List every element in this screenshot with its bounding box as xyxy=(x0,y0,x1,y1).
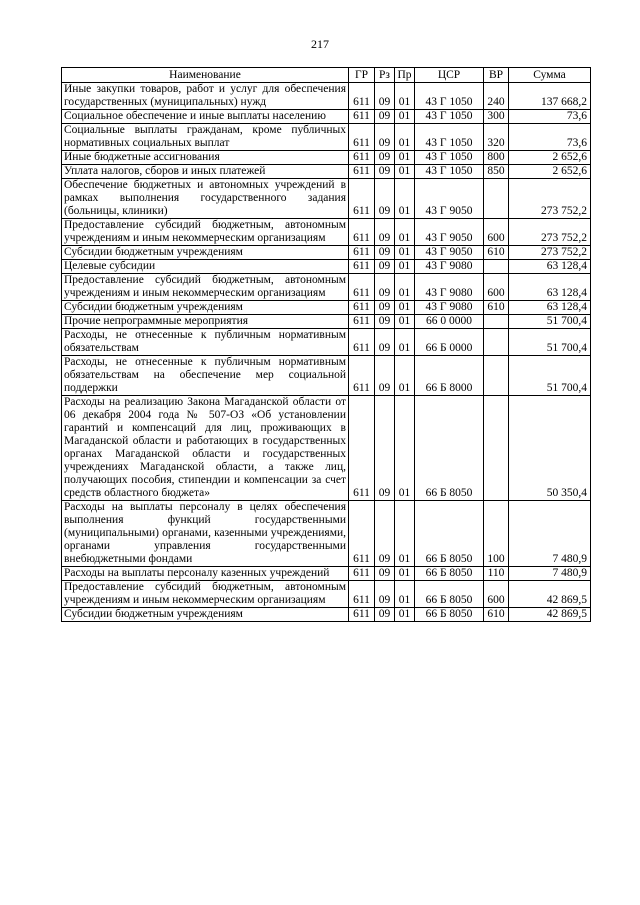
table-row xyxy=(62,219,591,246)
row-gr: 611 xyxy=(349,501,375,567)
row-sum: 273 752,2 xyxy=(509,246,591,260)
row-gr: 611 xyxy=(349,608,375,622)
row-rz: 09 xyxy=(375,151,395,165)
row-sum: 51 700,4 xyxy=(509,356,591,396)
row-rz: 09 xyxy=(375,219,395,246)
row-gr: 611 xyxy=(349,581,375,608)
row-rz: 09 xyxy=(375,581,395,608)
row-pr: 01 xyxy=(395,274,415,301)
table-row xyxy=(62,301,591,315)
row-csr: 66 Б 0000 xyxy=(415,329,484,356)
row-rz: 09 xyxy=(375,274,395,301)
row-name: Расходы на выплаты персоналу в целях обеспечения выполнения функций государственными (муниципальными) органами, казенными учреждениями, органами управления государственными внебюджетными фондами xyxy=(62,501,349,567)
row-vr: 110 xyxy=(484,567,509,581)
row-vr: 800 xyxy=(484,151,509,165)
row-csr: 66 0 0000 xyxy=(415,315,484,329)
row-vr: 610 xyxy=(484,246,509,260)
row-pr: 01 xyxy=(395,581,415,608)
table-row xyxy=(62,356,591,396)
header-name: Наименование xyxy=(62,68,349,83)
row-csr: 43 Г 9080 xyxy=(415,260,484,274)
row-name: Уплата налогов, сборов и иных платежей xyxy=(62,165,349,179)
row-gr: 611 xyxy=(349,274,375,301)
row-name: Прочие непрограммные мероприятия xyxy=(62,315,349,329)
table-row xyxy=(62,274,591,301)
row-pr: 01 xyxy=(395,567,415,581)
row-csr: 43 Г 1050 xyxy=(415,151,484,165)
row-vr xyxy=(484,315,509,329)
table-row xyxy=(62,124,591,151)
row-pr: 01 xyxy=(395,124,415,151)
row-csr: 66 Б 8050 xyxy=(415,396,484,501)
row-name: Расходы, не отнесенные к публичным нормативным обязательствам на обеспечение мер социальной поддержки xyxy=(62,356,349,396)
table-row xyxy=(62,396,591,501)
row-sum: 63 128,4 xyxy=(509,301,591,315)
row-vr: 600 xyxy=(484,219,509,246)
row-csr: 43 Г 1050 xyxy=(415,83,484,110)
row-vr xyxy=(484,260,509,274)
row-pr: 01 xyxy=(395,396,415,501)
row-vr: 300 xyxy=(484,110,509,124)
table-row xyxy=(62,567,591,581)
row-gr: 611 xyxy=(349,329,375,356)
row-sum: 42 869,5 xyxy=(509,608,591,622)
row-vr xyxy=(484,179,509,219)
row-vr: 100 xyxy=(484,501,509,567)
table-row xyxy=(62,179,591,219)
row-vr: 850 xyxy=(484,165,509,179)
row-name: Субсидии бюджетным учреждениям xyxy=(62,301,349,315)
row-sum: 63 128,4 xyxy=(509,274,591,301)
table-row xyxy=(62,260,591,274)
header-vr: ВР xyxy=(484,68,509,83)
row-rz: 09 xyxy=(375,260,395,274)
row-pr: 01 xyxy=(395,501,415,567)
row-name: Предоставление субсидий бюджетным, автономным учреждениям и иным некоммерческим организациям xyxy=(62,581,349,608)
row-sum: 73,6 xyxy=(509,110,591,124)
row-csr: 43 Г 9050 xyxy=(415,179,484,219)
row-csr: 43 Г 9080 xyxy=(415,301,484,315)
row-csr: 66 Б 8050 xyxy=(415,608,484,622)
row-rz: 09 xyxy=(375,83,395,110)
row-csr: 43 Г 1050 xyxy=(415,110,484,124)
row-vr: 600 xyxy=(484,581,509,608)
row-rz: 09 xyxy=(375,124,395,151)
row-rz: 09 xyxy=(375,396,395,501)
table-row xyxy=(62,83,591,110)
row-rz: 09 xyxy=(375,356,395,396)
row-vr: 610 xyxy=(484,608,509,622)
row-csr: 43 Г 9050 xyxy=(415,219,484,246)
header-pr: Пр xyxy=(395,68,415,83)
row-vr xyxy=(484,396,509,501)
row-name: Расходы на выплаты персоналу казенных учреждений xyxy=(62,567,349,581)
row-gr: 611 xyxy=(349,179,375,219)
row-rz: 09 xyxy=(375,301,395,315)
row-sum: 137 668,2 xyxy=(509,83,591,110)
row-rz: 09 xyxy=(375,246,395,260)
row-rz: 09 xyxy=(375,315,395,329)
row-gr: 611 xyxy=(349,567,375,581)
row-sum: 7 480,9 xyxy=(509,567,591,581)
row-vr xyxy=(484,356,509,396)
row-sum: 42 869,5 xyxy=(509,581,591,608)
row-csr: 43 Г 1050 xyxy=(415,124,484,151)
budget-table xyxy=(61,67,591,622)
row-gr: 611 xyxy=(349,219,375,246)
row-pr: 01 xyxy=(395,179,415,219)
table-body xyxy=(62,83,591,622)
table-row xyxy=(62,329,591,356)
row-sum: 2 652,6 xyxy=(509,165,591,179)
row-name: Целевые субсидии xyxy=(62,260,349,274)
row-gr: 611 xyxy=(349,260,375,274)
row-pr: 01 xyxy=(395,329,415,356)
row-pr: 01 xyxy=(395,315,415,329)
row-pr: 01 xyxy=(395,356,415,396)
row-sum: 73,6 xyxy=(509,124,591,151)
header-csr: ЦСР xyxy=(415,68,484,83)
row-pr: 01 xyxy=(395,260,415,274)
row-name: Предоставление субсидий бюджетным, автономным учреждениям и иным некоммерческим организациям xyxy=(62,219,349,246)
row-pr: 01 xyxy=(395,110,415,124)
page-number: 217 xyxy=(311,37,329,51)
row-rz: 09 xyxy=(375,608,395,622)
table-row xyxy=(62,246,591,260)
row-gr: 611 xyxy=(349,356,375,396)
row-rz: 09 xyxy=(375,110,395,124)
row-sum: 7 480,9 xyxy=(509,501,591,567)
row-sum: 63 128,4 xyxy=(509,260,591,274)
row-rz: 09 xyxy=(375,329,395,356)
row-sum: 51 700,4 xyxy=(509,329,591,356)
row-vr: 320 xyxy=(484,124,509,151)
row-name: Иные бюджетные ассигнования xyxy=(62,151,349,165)
header-rz: Рз xyxy=(375,68,395,83)
header-gr: ГР xyxy=(349,68,375,83)
row-gr: 611 xyxy=(349,165,375,179)
row-csr: 43 Г 9080 xyxy=(415,274,484,301)
table-header-row xyxy=(62,68,591,83)
row-gr: 611 xyxy=(349,301,375,315)
table-row xyxy=(62,151,591,165)
row-name: Расходы на реализацию Закона Магаданской области от 06 декабря 2004 года № 507-ОЗ «Об установлении гарантий и компенсаций для лиц, проживающих в Магаданской области и работающих в государственных органах Магаданской области и государственных учреждениях Магаданской области, а также лиц, получающих пособия, стипендии и компенсации за счет средств областного бюджета» xyxy=(62,396,349,501)
row-sum: 273 752,2 xyxy=(509,219,591,246)
row-gr: 611 xyxy=(349,110,375,124)
row-csr: 66 Б 8050 xyxy=(415,581,484,608)
row-name: Субсидии бюджетным учреждениям xyxy=(62,246,349,260)
row-pr: 01 xyxy=(395,219,415,246)
row-csr: 43 Г 1050 xyxy=(415,165,484,179)
row-rz: 09 xyxy=(375,179,395,219)
row-sum: 50 350,4 xyxy=(509,396,591,501)
row-name: Социальные выплаты гражданам, кроме публичных нормативных социальных выплат xyxy=(62,124,349,151)
row-gr: 611 xyxy=(349,151,375,165)
row-rz: 09 xyxy=(375,501,395,567)
row-vr: 610 xyxy=(484,301,509,315)
row-pr: 01 xyxy=(395,165,415,179)
row-name: Обеспечение бюджетных и автономных учреждений в рамках выполнения государственного задания (больницы, клиники) xyxy=(62,179,349,219)
table-row xyxy=(62,581,591,608)
row-sum: 2 652,6 xyxy=(509,151,591,165)
row-name: Субсидии бюджетным учреждениям xyxy=(62,608,349,622)
table-row xyxy=(62,608,591,622)
row-name: Социальное обеспечение и иные выплаты населению xyxy=(62,110,349,124)
row-vr xyxy=(484,329,509,356)
row-rz: 09 xyxy=(375,165,395,179)
row-csr: 66 Б 8000 xyxy=(415,356,484,396)
row-pr: 01 xyxy=(395,301,415,315)
row-gr: 611 xyxy=(349,396,375,501)
row-sum: 273 752,2 xyxy=(509,179,591,219)
row-name: Предоставление субсидий бюджетным, автономным учреждениям и иным некоммерческим организациям xyxy=(62,274,349,301)
row-gr: 611 xyxy=(349,83,375,110)
row-name: Расходы, не отнесенные к публичным нормативным обязательствам xyxy=(62,329,349,356)
table-row xyxy=(62,110,591,124)
row-vr: 240 xyxy=(484,83,509,110)
row-pr: 01 xyxy=(395,151,415,165)
row-pr: 01 xyxy=(395,83,415,110)
row-pr: 01 xyxy=(395,246,415,260)
table-row xyxy=(62,165,591,179)
row-csr: 43 Г 9050 xyxy=(415,246,484,260)
row-rz: 09 xyxy=(375,567,395,581)
row-gr: 611 xyxy=(349,315,375,329)
row-gr: 611 xyxy=(349,124,375,151)
row-csr: 66 Б 8050 xyxy=(415,567,484,581)
table-row xyxy=(62,501,591,567)
row-vr: 600 xyxy=(484,274,509,301)
row-csr: 66 Б 8050 xyxy=(415,501,484,567)
row-name: Иные закупки товаров, работ и услуг для обеспечения государственных (муниципальных) нужд xyxy=(62,83,349,110)
row-gr: 611 xyxy=(349,246,375,260)
header-sum: Сумма xyxy=(509,68,591,83)
row-pr: 01 xyxy=(395,608,415,622)
row-sum: 51 700,4 xyxy=(509,315,591,329)
table-row xyxy=(62,315,591,329)
